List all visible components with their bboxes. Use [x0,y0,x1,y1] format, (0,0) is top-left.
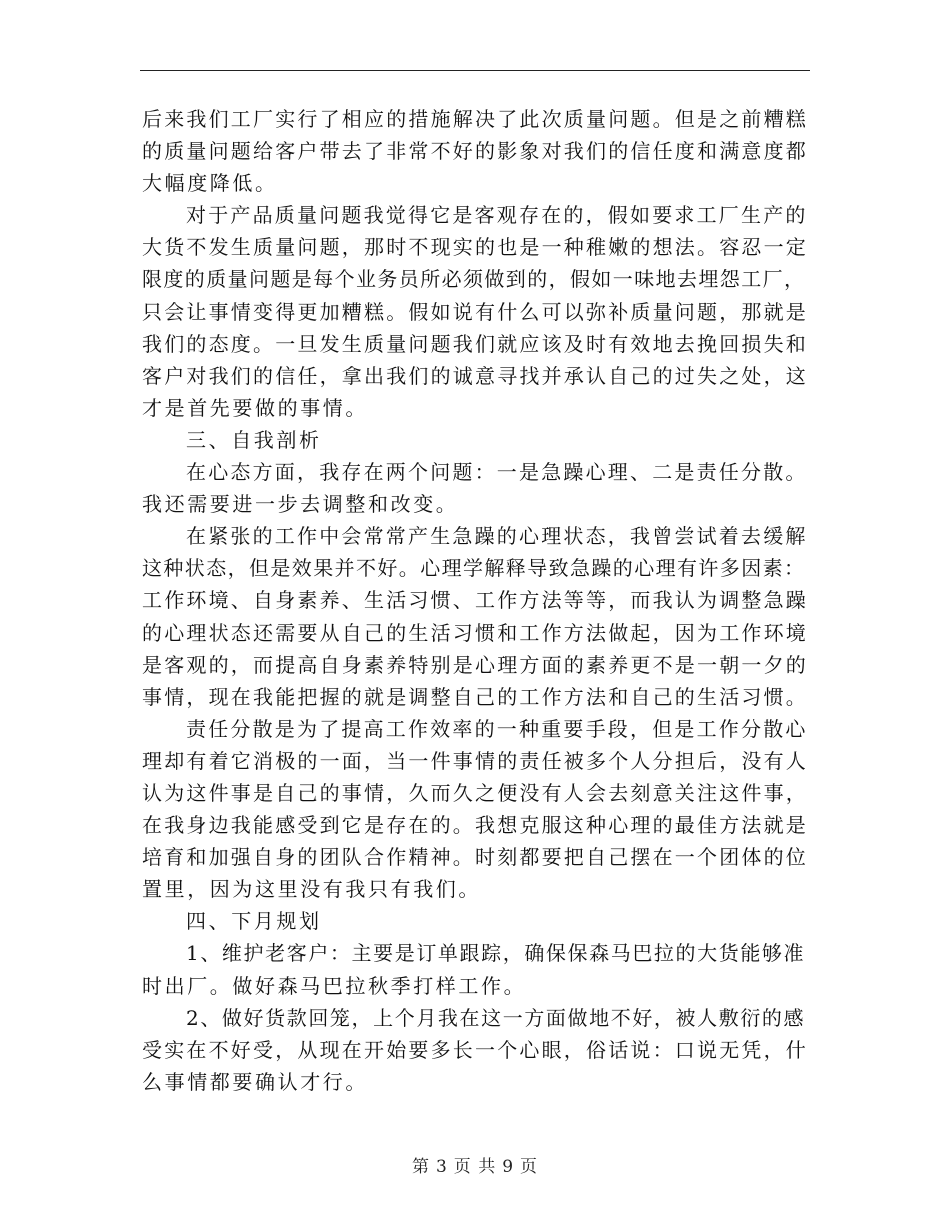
footer-current-page: 3 [435,1157,448,1177]
footer-prefix: 第 [411,1157,430,1177]
text-line: 责任分散是为了提高工作效率的一种重要手段，但是工作分散心 [186,716,808,741]
text-line: 1、维护老客户：主要是订单跟踪，确保保森马巴拉的大货能够准 [186,941,806,966]
text-line: 认为这件事是自己的事情，久而久之便没有人会去刻意关注这件事， [142,780,808,805]
text-line: 在紧张的工作中会常常产生急躁的心理状态，我曾尝试着去缓解 [186,524,808,549]
page-footer [0,1152,950,1177]
document-body [142,103,810,1098]
text-line: 我还需要进一步去调整和改变。 [142,492,459,517]
text-line: 事情，现在我能把握的就是调整自己的工作方法和自己的生活习惯。 [142,684,808,709]
text-line: 限度的质量问题是每个业务员所必须做到的，假如一味地去埋怨工厂， [142,267,806,292]
text-line: 对于产品质量问题我觉得它是客观存在的，假如要求工厂生产的 [186,203,808,228]
text-line: 培育和加强自身的团队合作精神。时刻都要把自己摆在一个团体的位 [142,845,808,870]
text-line: 客户对我们的信任，拿出我们的诚意寻找并承认自己的过失之处，这 [142,363,808,388]
text-line: 后来我们工厂实行了相应的措施解决了此次质量问题。但是之前糟糕 [142,107,808,131]
text-line: 工作环境、自身素养、生活习惯、工作方法等等，而我认为调整急躁 [142,588,808,613]
text-line: 的质量问题给客户带去了非常不好的影象对我们的信任度和满意度都 [142,139,808,164]
text-line: 是客观的，而提高自身素养特别是心理方面的素养更不是一朝一夕的 [142,652,808,677]
text-line: 三、自我剖析 [186,427,322,452]
text-line: 在我身边我能感受到它是存在的。我想克服这种心理的最佳方法就是 [142,813,808,838]
text-line: 2、做好货款回笼，上个月我在这一方面做地不好，被人敷衍的感 [186,1005,806,1030]
text-line: 受实在不好受，从现在开始要多长一个心眼，俗话说：口说无凭，什 [142,1037,808,1062]
text-line: 理却有着它消极的一面，当一件事情的责任被多个人分担后，没有人 [142,748,808,773]
text-line: 时出厂。做好森马巴拉秋季打样工作。 [142,973,527,998]
footer-middle: 页 共 [453,1157,497,1177]
text-line: 大货不发生质量问题，那时不现实的也是一种稚嫩的想法。容忍一定 [142,235,808,260]
text-line: 只会让事情变得更加糟糕。假如说有什么可以弥补质量问题，那就是 [142,299,808,324]
header-rule [140,70,810,71]
footer-total-pages: 9 [502,1157,515,1177]
text-line: 么事情都要确认才行。 [142,1069,368,1094]
text-line: 四、下月规划 [186,909,322,934]
text-line: 这种状态，但是效果并不好。心理学解释导致急躁的心理有许多因素： [142,556,806,581]
text-line: 的心理状态还需要从自己的生活习惯和工作方法做起，因为工作环境 [142,620,808,645]
text-line: 置里，因为这里没有我只有我们。 [142,877,481,902]
text-line: 大幅度降低。 [142,171,278,196]
text-line: 我们的态度。一旦发生质量问题我们就应该及时有效地去挽回损失和 [142,331,808,356]
text-line: 在心态方面，我存在两个问题：一是急躁心理、二是责任分散。 [186,460,808,485]
text-line: 才是首先要做的事情。 [142,395,368,420]
footer-suffix: 页 [520,1157,539,1177]
